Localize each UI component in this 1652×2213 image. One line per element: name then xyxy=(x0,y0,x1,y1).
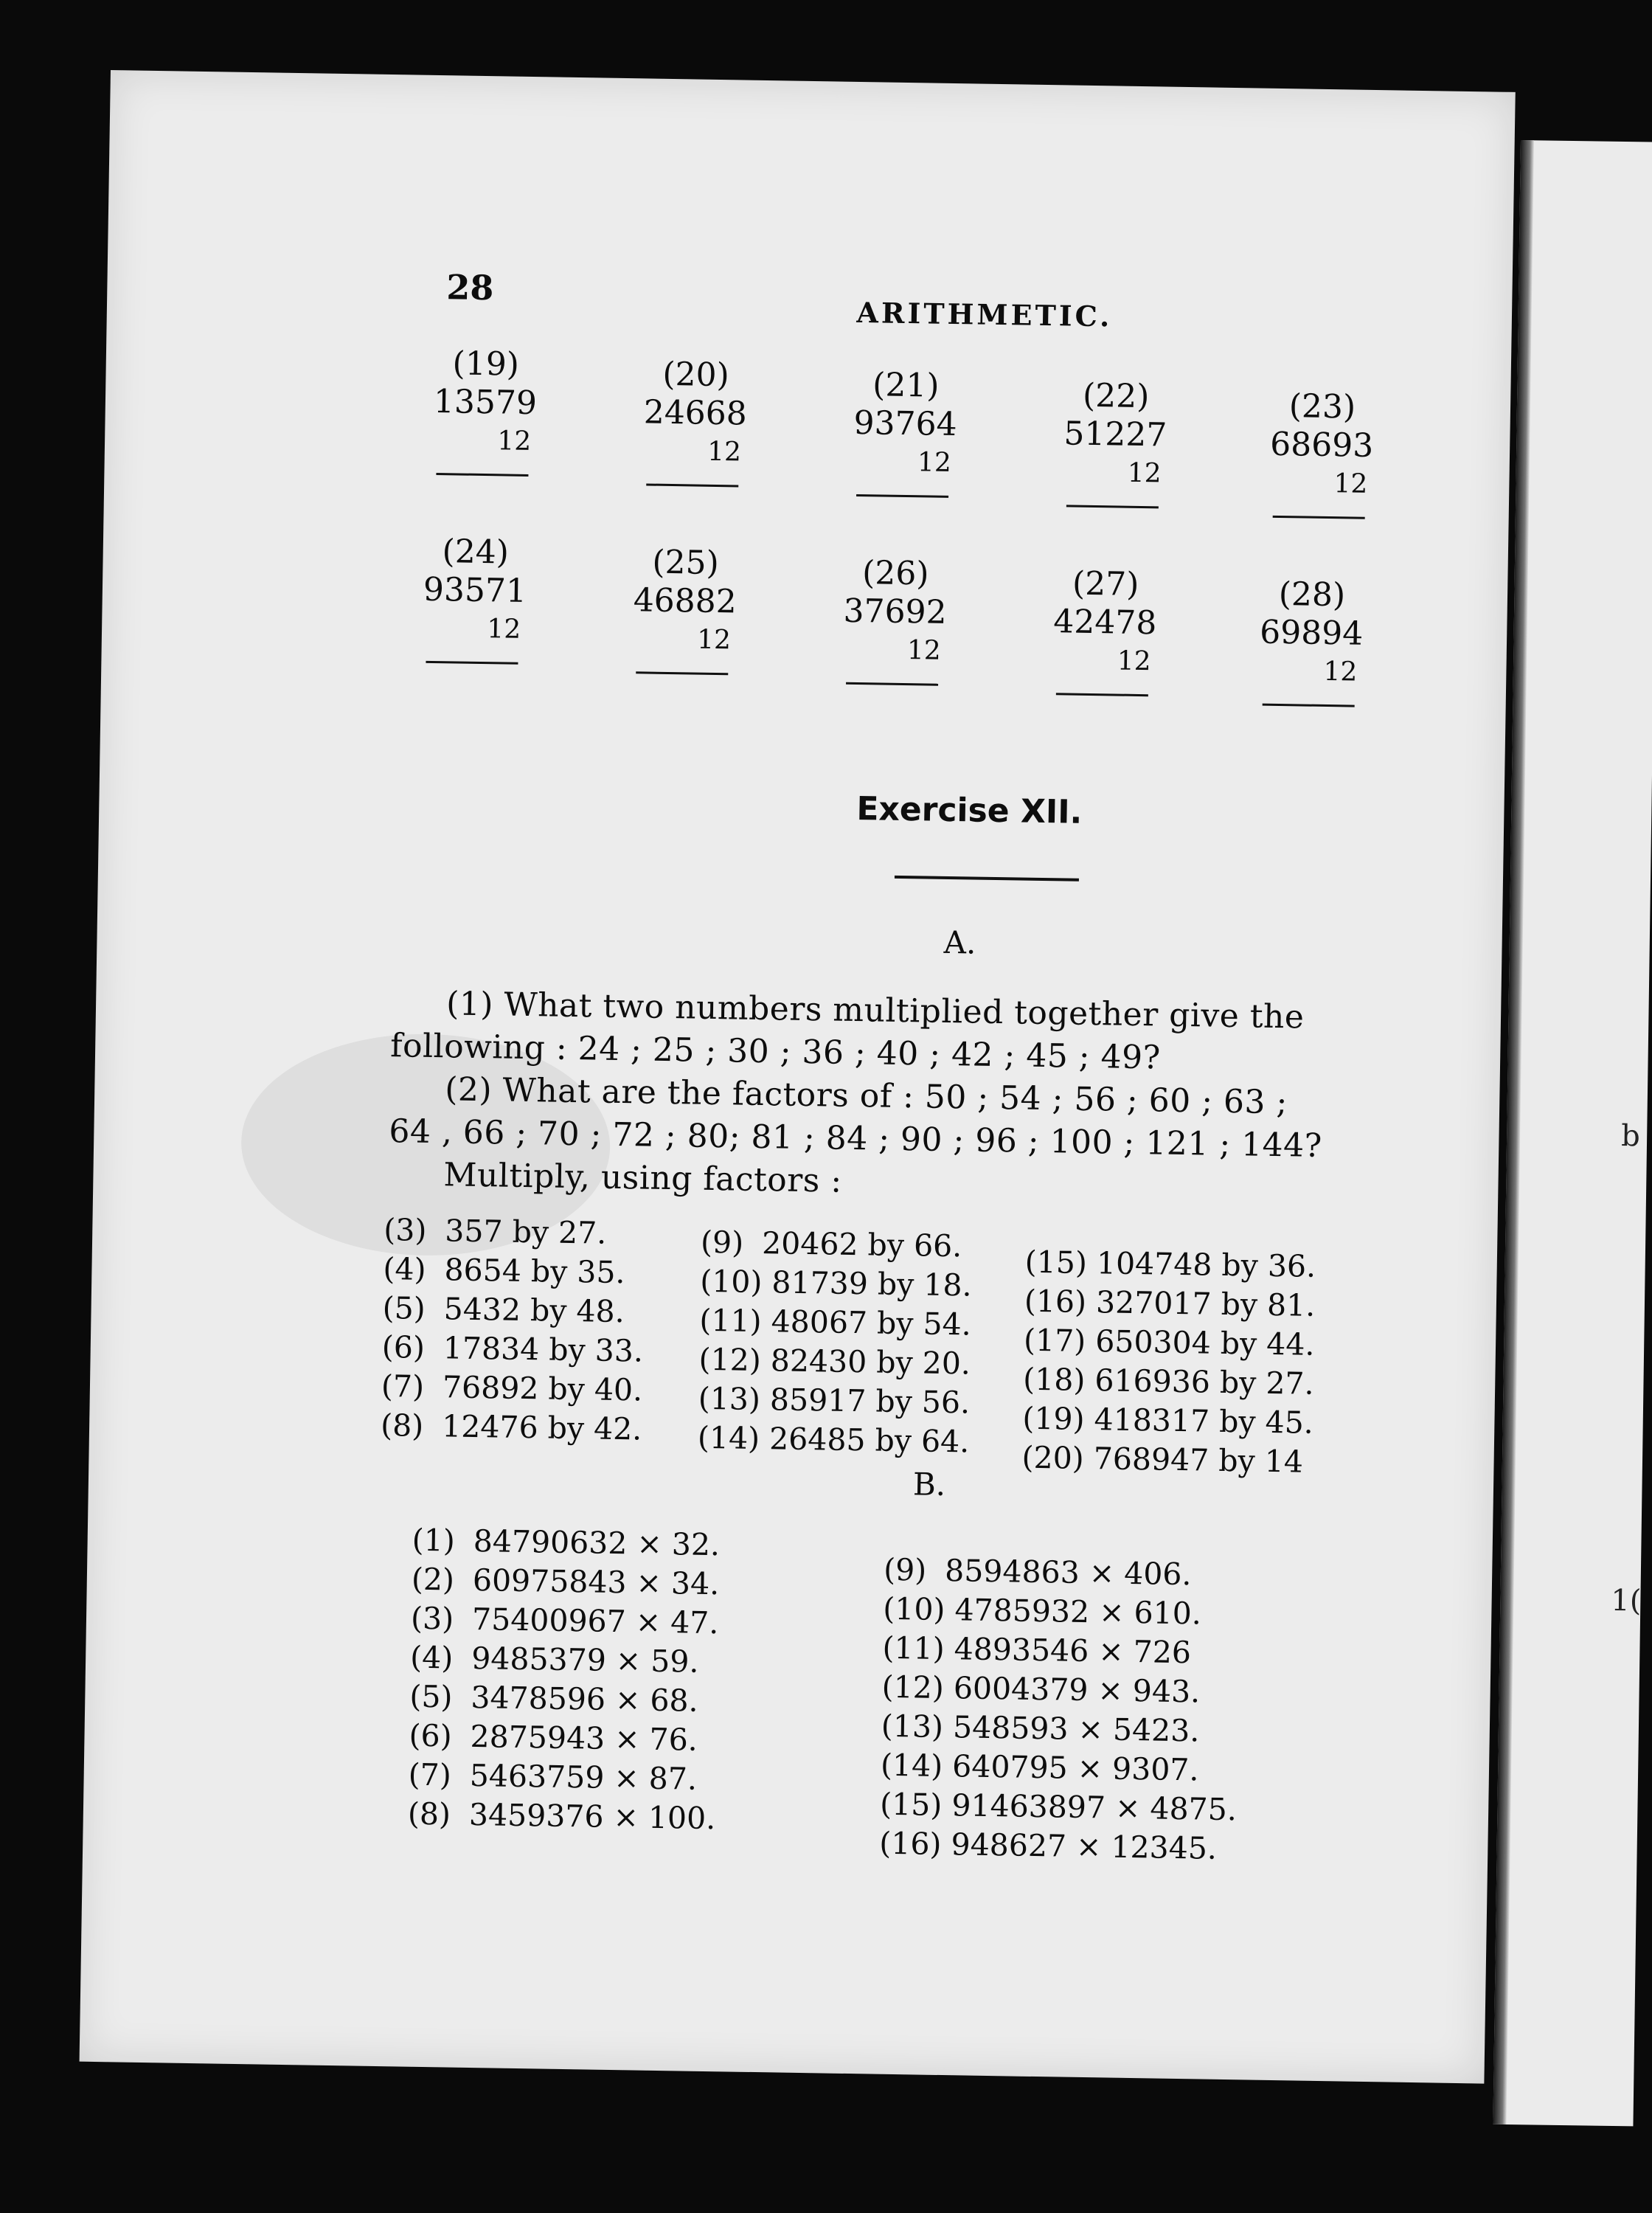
exercise-item xyxy=(407,1795,715,1839)
item-number: (13) xyxy=(881,1708,944,1745)
book-page xyxy=(80,70,1516,2084)
sum-multiplier: 12 xyxy=(906,635,942,666)
sum-rule xyxy=(636,671,728,675)
sum-multiplier: 12 xyxy=(487,614,521,645)
item-number: (12) xyxy=(881,1669,945,1706)
item-text: 60975843 × 34. xyxy=(472,1562,720,1602)
multiplication-sum xyxy=(628,543,741,675)
item-number: (16) xyxy=(878,1825,942,1862)
facing-page-fragment: b xyxy=(1620,1119,1641,1154)
facing-page-fragment: 1( xyxy=(1611,1583,1642,1618)
sum-label: (24) xyxy=(442,533,510,572)
title-rule xyxy=(895,876,1079,882)
sum-rule xyxy=(1273,516,1365,519)
exercise-item xyxy=(698,1340,971,1384)
exercise-item xyxy=(381,1406,642,1450)
item-text: 640795 × 9307. xyxy=(951,1748,1199,1788)
item-number: (8) xyxy=(407,1795,451,1832)
sum-label: (21) xyxy=(872,366,940,405)
sum-value: 24668 xyxy=(643,393,748,433)
item-number: (15) xyxy=(879,1786,943,1823)
item-text: 8594863 × 406. xyxy=(944,1553,1192,1593)
exercise-item xyxy=(384,1211,645,1254)
sum-rule xyxy=(856,494,948,498)
running-head: ARITHMETIC. xyxy=(856,295,1113,333)
exercise-item xyxy=(700,1262,972,1306)
item-text: 5432 by 48. xyxy=(443,1291,625,1330)
question-2-line-1: (2) What are the factors of : 50 ; 54 ; 56 ; 60 ; 63 ; xyxy=(444,1070,1288,1122)
sum-multiplier: 12 xyxy=(1323,656,1358,688)
multiplication-sum xyxy=(1255,575,1368,707)
item-number: (10) xyxy=(882,1590,945,1628)
item-text: 548593 × 5423. xyxy=(952,1709,1200,1749)
exercise-item xyxy=(408,1756,716,1800)
item-text: 82430 by 20. xyxy=(770,1343,971,1382)
sum-multiplier: 12 xyxy=(1117,645,1151,677)
question-2-line-2: 64 , 66 ; 70 ; 72 ; 80; 81 ; 84 ; 90 ; 96 ; 100 ; 121 ; 144? xyxy=(389,1112,1323,1165)
section-a-column-2 xyxy=(698,1223,973,1462)
multiplication-sum xyxy=(849,366,962,498)
multiplication-sum xyxy=(428,344,541,477)
sum-rule xyxy=(436,473,528,477)
exercise-item xyxy=(699,1301,971,1345)
sum-rule xyxy=(426,661,518,665)
exercise-item xyxy=(411,1599,719,1644)
sum-multiplier: 12 xyxy=(1333,468,1368,499)
exercise-item xyxy=(884,1551,1240,1596)
item-text: 768947 by 14 xyxy=(1093,1441,1304,1480)
exercise-item xyxy=(698,1419,970,1462)
sum-multiplier: 12 xyxy=(707,436,742,468)
sum-value: 46882 xyxy=(633,581,738,621)
item-text: 9485379 × 59. xyxy=(471,1640,699,1680)
exercise-item xyxy=(701,1223,973,1267)
item-text: 357 by 27. xyxy=(445,1213,607,1251)
section-b-label: B. xyxy=(912,1466,946,1503)
sum-value: 42478 xyxy=(1053,603,1157,643)
item-text: 5463759 × 87. xyxy=(469,1757,698,1797)
sum-rule xyxy=(846,682,938,686)
multiplication-sum xyxy=(1059,376,1172,508)
exercise-item xyxy=(411,1560,719,1604)
exercise-item xyxy=(412,1521,720,1565)
item-text: 48067 by 54. xyxy=(771,1303,972,1343)
sum-label: (25) xyxy=(652,543,720,583)
item-number: (5) xyxy=(382,1290,426,1326)
sum-multiplier: 12 xyxy=(497,426,532,457)
item-number: (19) xyxy=(1022,1400,1085,1437)
sum-rule xyxy=(646,483,738,487)
item-text: 85917 by 56. xyxy=(769,1382,971,1421)
sum-label: (20) xyxy=(662,355,730,395)
sum-multiplier: 12 xyxy=(1127,457,1162,489)
exercise-item xyxy=(879,1824,1236,1869)
item-text: 3478596 × 68. xyxy=(471,1679,699,1719)
item-number: (6) xyxy=(409,1717,453,1754)
item-text: 3459376 × 100. xyxy=(468,1796,716,1837)
multiplication-sum xyxy=(1049,564,1162,696)
item-text: 4785932 × 610. xyxy=(954,1592,1202,1632)
item-text: 4893546 × 726 xyxy=(954,1631,1192,1671)
question-1-line-2: following : 24 ; 25 ; 30 ; 36 ; 40 ; 42 ; 45 ; 49? xyxy=(389,1027,1162,1077)
item-text: 2875943 × 76. xyxy=(470,1718,698,1758)
exercise-item xyxy=(882,1629,1239,1674)
item-text: 84790632 × 32. xyxy=(473,1523,721,1563)
item-number: (5) xyxy=(409,1678,453,1715)
question-1-line-1: (1) What two numbers multiplied together give the xyxy=(445,985,1305,1036)
item-text: 81739 by 18. xyxy=(771,1264,972,1303)
item-number: (4) xyxy=(409,1639,454,1676)
item-number: (16) xyxy=(1024,1283,1087,1320)
exercise-item xyxy=(881,1707,1238,1752)
item-number: (11) xyxy=(882,1630,945,1667)
page-number: 28 xyxy=(446,267,494,308)
exercise-item xyxy=(1021,1438,1313,1482)
item-text: 75400967 × 47. xyxy=(471,1601,719,1641)
item-text: 17834 by 33. xyxy=(442,1330,644,1369)
exercise-item xyxy=(881,1668,1238,1713)
item-text: 26485 by 64. xyxy=(768,1421,970,1460)
exercise-item xyxy=(410,1638,718,1683)
instruction: Multiply, using factors : xyxy=(443,1156,843,1200)
item-text: 327017 by 81. xyxy=(1095,1284,1316,1323)
item-number: (9) xyxy=(883,1551,927,1588)
multiplication-sum xyxy=(1266,387,1378,519)
sum-rule xyxy=(1056,693,1148,696)
sum-value: 13579 xyxy=(433,382,538,423)
exercise-item xyxy=(883,1590,1240,1635)
facing-page xyxy=(1493,140,1652,2126)
item-text: 12476 by 42. xyxy=(441,1408,642,1447)
multiplication-sum xyxy=(639,355,752,487)
item-text: 20462 by 66. xyxy=(761,1225,962,1264)
item-number: (4) xyxy=(383,1251,426,1287)
sum-value: 51227 xyxy=(1063,415,1167,454)
item-number: (9) xyxy=(700,1224,744,1261)
exercise-item xyxy=(409,1717,717,1761)
exercise-title: Exercise XII. xyxy=(856,790,1083,831)
item-number: (10) xyxy=(699,1263,763,1301)
exercise-item xyxy=(1022,1399,1313,1443)
item-text: 418317 by 45. xyxy=(1094,1402,1314,1441)
sum-label: (27) xyxy=(1072,564,1139,603)
exercise-item xyxy=(1024,1321,1315,1365)
exercise-item xyxy=(381,1367,643,1410)
item-number: (17) xyxy=(1023,1322,1086,1359)
section-a-column-1 xyxy=(381,1211,645,1450)
exercise-item xyxy=(1023,1360,1314,1404)
sum-multiplier: 12 xyxy=(696,624,732,656)
item-number: (7) xyxy=(408,1756,452,1793)
section-a-column-3 xyxy=(1021,1243,1316,1482)
item-number: (18) xyxy=(1022,1361,1086,1398)
exercise-item xyxy=(881,1746,1238,1791)
sum-value: 93764 xyxy=(853,404,957,444)
item-text: 6004379 × 943. xyxy=(953,1670,1201,1710)
sum-rule xyxy=(1066,505,1159,508)
multiplication-sum xyxy=(418,533,531,665)
exercise-item xyxy=(382,1289,644,1332)
item-number: (12) xyxy=(698,1341,762,1379)
section-b-column-2 xyxy=(879,1551,1240,1869)
item-text: 8654 by 35. xyxy=(444,1252,625,1291)
item-text: 91463897 × 4875. xyxy=(951,1787,1238,1828)
exercise-item xyxy=(698,1379,970,1423)
item-text: 616936 by 27. xyxy=(1094,1362,1315,1402)
section-b-column-1 xyxy=(407,1521,720,1839)
sum-value: 68693 xyxy=(1269,425,1374,465)
item-text: 948627 × 12345. xyxy=(951,1826,1218,1866)
item-number: (14) xyxy=(880,1747,943,1784)
item-number: (1) xyxy=(412,1522,456,1559)
exercise-item xyxy=(409,1677,718,1722)
item-number: (20) xyxy=(1021,1439,1085,1476)
sum-value: 69894 xyxy=(1259,613,1364,653)
item-number: (3) xyxy=(383,1212,427,1248)
exercise-item xyxy=(381,1328,643,1371)
sum-label: (22) xyxy=(1082,376,1150,416)
sum-multiplier: 12 xyxy=(917,447,952,478)
item-number: (6) xyxy=(381,1329,426,1365)
item-text: 104748 by 36. xyxy=(1096,1245,1316,1284)
exercise-item xyxy=(880,1785,1237,1830)
item-number: (7) xyxy=(381,1368,425,1405)
sum-label: (23) xyxy=(1288,387,1356,426)
section-a-label: A. xyxy=(943,924,976,961)
item-number: (13) xyxy=(698,1380,761,1418)
exercise-item xyxy=(1024,1243,1316,1286)
item-number: (15) xyxy=(1024,1244,1088,1281)
sum-label: (19) xyxy=(452,344,520,384)
item-number: (3) xyxy=(410,1600,454,1637)
item-number: (11) xyxy=(699,1302,763,1340)
exercise-item xyxy=(1024,1282,1316,1326)
sum-label: (28) xyxy=(1278,575,1346,614)
item-text: 76892 by 40. xyxy=(442,1369,643,1408)
item-number: (2) xyxy=(411,1561,455,1598)
sum-label: (26) xyxy=(861,554,929,593)
item-text: 650304 by 44. xyxy=(1094,1323,1315,1362)
sum-rule xyxy=(1263,704,1355,707)
item-number: (14) xyxy=(697,1419,760,1457)
sum-value: 37692 xyxy=(843,592,947,631)
item-number: (8) xyxy=(380,1407,424,1444)
sum-value: 93571 xyxy=(423,570,527,610)
exercise-item xyxy=(383,1250,645,1293)
multiplication-sum xyxy=(839,554,951,686)
